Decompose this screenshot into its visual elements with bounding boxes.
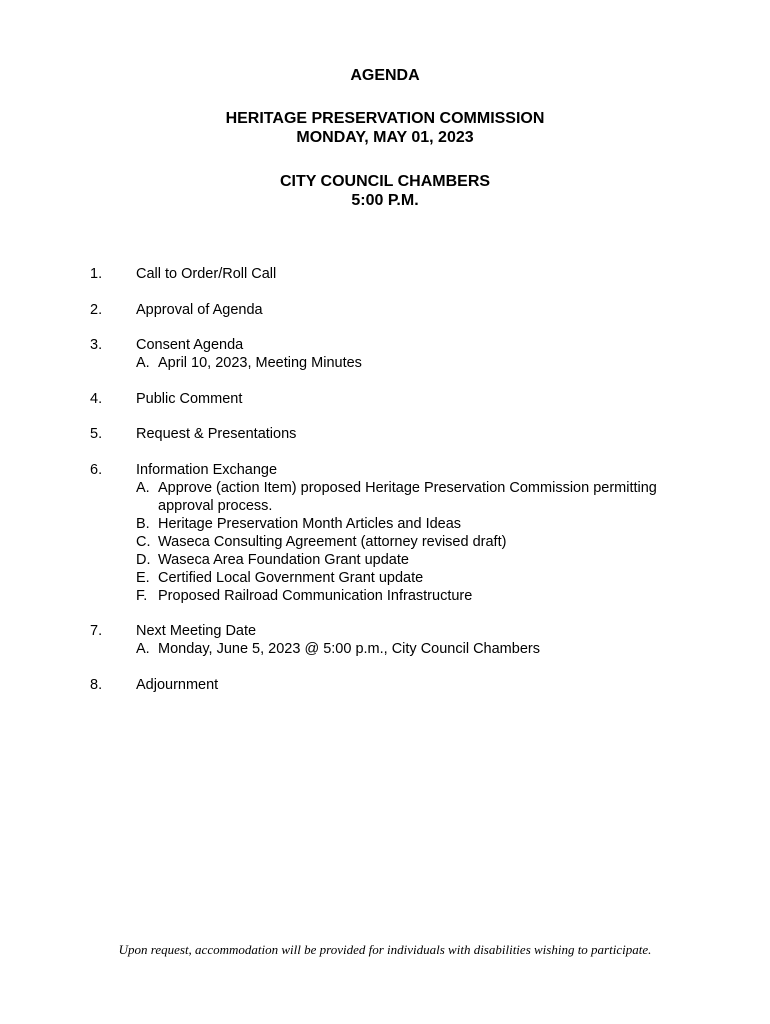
sub-item	[136, 640, 696, 658]
item-title: Call to Order/Roll Call	[136, 266, 277, 282]
meeting-location: CITY COUNCIL CHAMBERS	[279, 173, 491, 190]
sub-item-letter: E.	[136, 570, 150, 586]
commission-name: HERITAGE PRESERVATION COMMISSION	[225, 110, 545, 127]
item-number: 5.	[90, 426, 103, 442]
sub-item	[136, 587, 696, 605]
sub-item-text: Monday, June 5, 2023 @ 5:00 p.m., City Council Chambers	[158, 641, 540, 657]
item-number: 1.	[90, 266, 103, 282]
document-title: AGENDA	[350, 67, 420, 84]
item-title: Consent Agenda	[136, 337, 244, 353]
item-title: Adjournment	[136, 677, 219, 693]
sub-item-list	[136, 354, 696, 372]
sub-item-text: April 10, 2023, Meeting Minutes	[158, 355, 362, 371]
sub-item-letter: D.	[136, 552, 151, 568]
meeting-date: MONDAY, MAY 01, 2023	[296, 129, 474, 146]
sub-item	[136, 551, 696, 569]
sub-item-text: Waseca Area Foundation Grant update	[158, 552, 409, 568]
item-title: Approval of Agenda	[136, 302, 263, 318]
sub-item-text: Heritage Preservation Month Articles and Ideas	[158, 516, 462, 532]
sub-item-letter: A.	[136, 641, 150, 657]
sub-item	[136, 479, 696, 515]
item-number: 8.	[90, 677, 103, 693]
item-number: 3.	[90, 337, 103, 353]
accessibility-note: Upon request, accommodation will be provided for individuals with disabilities wishing to participate.	[118, 942, 652, 957]
item-title: Request & Presentations	[136, 426, 297, 442]
sub-item-text: Waseca Consulting Agreement (attorney revised draft)	[158, 534, 507, 550]
sub-item-list	[136, 479, 696, 605]
sub-item-letter: C.	[136, 534, 151, 550]
item-number: 6.	[90, 462, 103, 478]
sub-item	[136, 533, 696, 551]
item-title: Public Comment	[136, 391, 243, 407]
sub-item-letter: F.	[136, 588, 148, 604]
meeting-time: 5:00 P.M.	[351, 192, 419, 209]
item-number: 4.	[90, 391, 103, 407]
sub-item-text: Proposed Railroad Communication Infrastructure	[158, 588, 473, 604]
item-number: 2.	[90, 302, 103, 318]
sub-item-text: Certified Local Government Grant update	[158, 570, 424, 586]
sub-item	[136, 515, 696, 533]
sub-item-text: Approve (action Item) proposed Heritage Preservation Commission permitting approval process.	[158, 480, 657, 514]
item-title: Information Exchange	[136, 462, 278, 478]
sub-item-list	[136, 640, 696, 658]
item-number: 7.	[90, 623, 103, 639]
sub-item	[136, 354, 696, 372]
sub-item	[136, 569, 696, 587]
sub-item-letter: B.	[136, 516, 150, 532]
sub-item-letter: A.	[136, 480, 150, 496]
item-title: Next Meeting Date	[136, 623, 257, 639]
sub-item-letter: A.	[136, 355, 150, 371]
